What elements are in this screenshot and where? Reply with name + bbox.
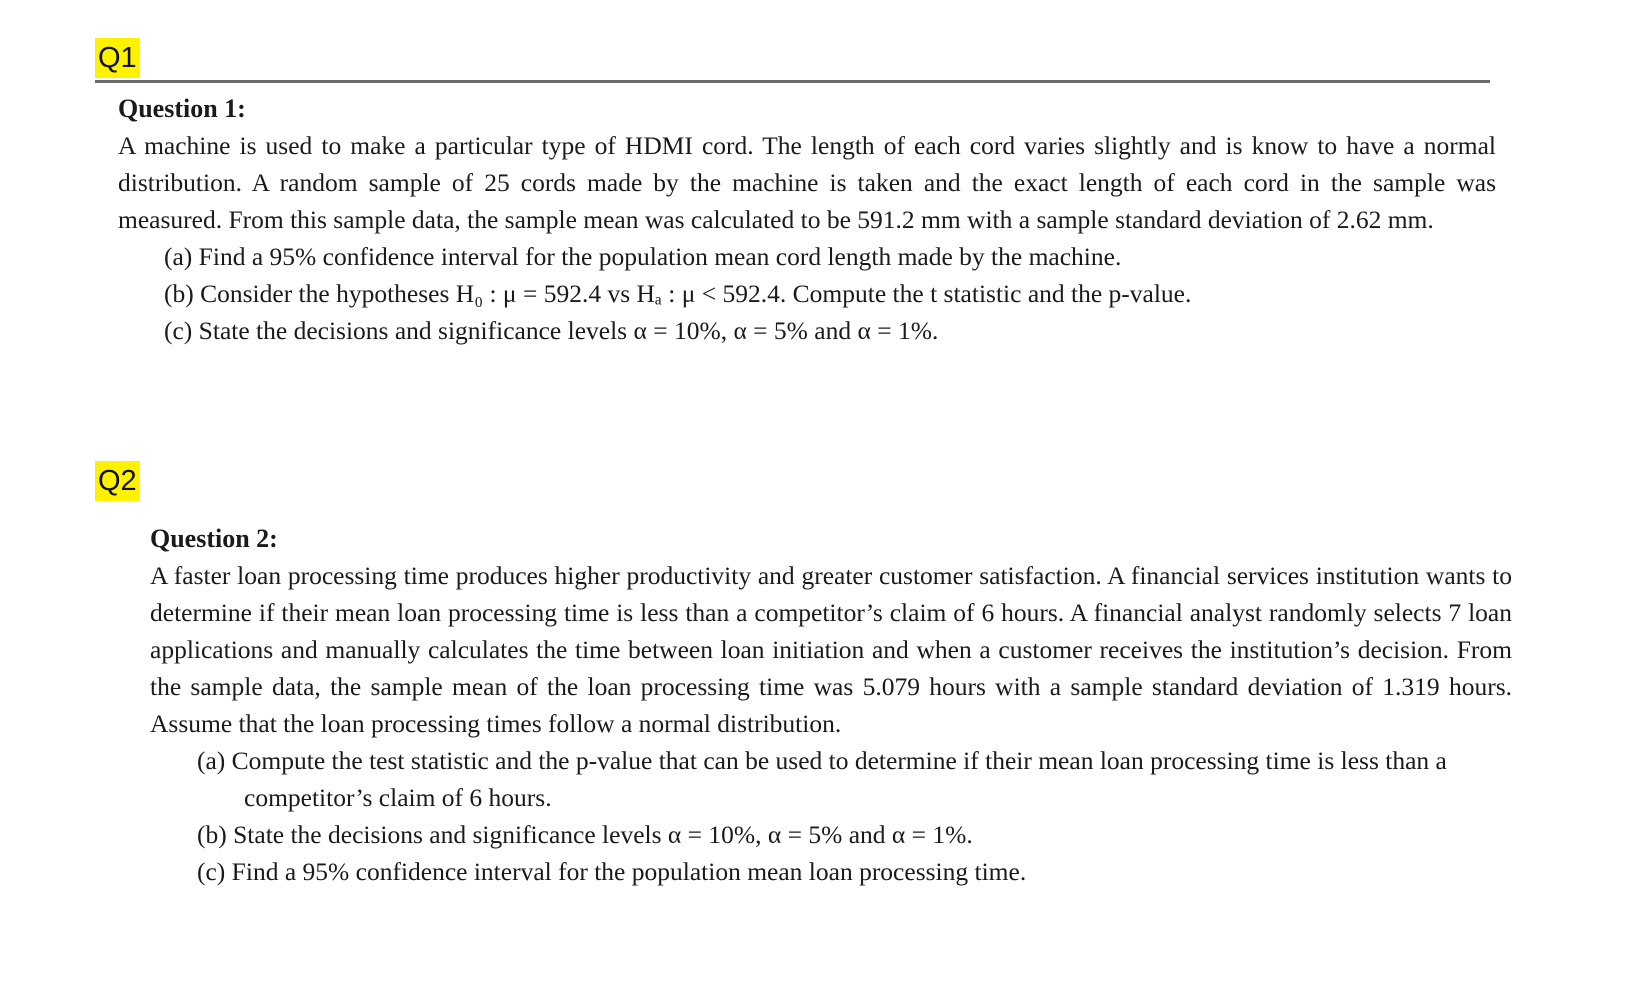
question-1-part-b: (b) Consider the hypotheses H₀ : μ = 592.4 vs Hₐ : μ < 592.4. Compute the t statistic and the p-value. (164, 279, 1192, 308)
question-1-parts (118, 238, 1496, 349)
question-2-parts (150, 742, 1512, 890)
question-1-part-c: (c) State the decisions and significance levels α = 10%, α = 5% and α = 1%. (164, 316, 939, 345)
question-2-part-a: (a) Compute the test statistic and the p-value that can be used to determine if their mean loan processing time is less than a competitor’s claim of 6 hours. (197, 746, 1447, 812)
question-1-body: A machine is used to make a particular type of HDMI cord. The length of each cord varies slightly and is know to have a normal distribution. A random sample of 25 cords made by the machine is taken and the exact length of each cord in the sample was measured. From this sample data, the sample mean was calculated to be 591.2 mm with a sample standard deviation of 2.62 mm. (118, 131, 1496, 234)
q1-label-tag: Q1 (95, 38, 140, 78)
section-divider (95, 80, 1490, 83)
question-2-body: A faster loan processing time produces higher productivity and greater customer satisfaction. A financial services institution wants to determine if their mean loan processing time is less than a competitor’s claim of 6 hours. A financial analyst randomly selects 7 loan applications and manually calculates the time between loan initiation and when a customer receives the institution’s decision. From the sample data, the sample mean of the loan processing time was 5.079 hours with a sample standard deviation of 1.319 hours. Assume that the loan processing times follow a normal distribution. (150, 561, 1512, 738)
q2-label-tag: Q2 (95, 461, 140, 501)
question-1-part-a: (a) Find a 95% confidence interval for the population mean cord length made by the machine. (164, 242, 1122, 271)
question-1-block (118, 90, 1496, 349)
question-2-block (150, 520, 1512, 890)
question-2-heading: Question 2: (150, 524, 278, 553)
question-2-part-b: (b) State the decisions and significance levels α = 10%, α = 5% and α = 1%. (197, 820, 973, 849)
question-1-heading: Question 1: (118, 94, 246, 123)
question-2-part-c: (c) Find a 95% confidence interval for the population mean loan processing time. (197, 857, 1027, 886)
